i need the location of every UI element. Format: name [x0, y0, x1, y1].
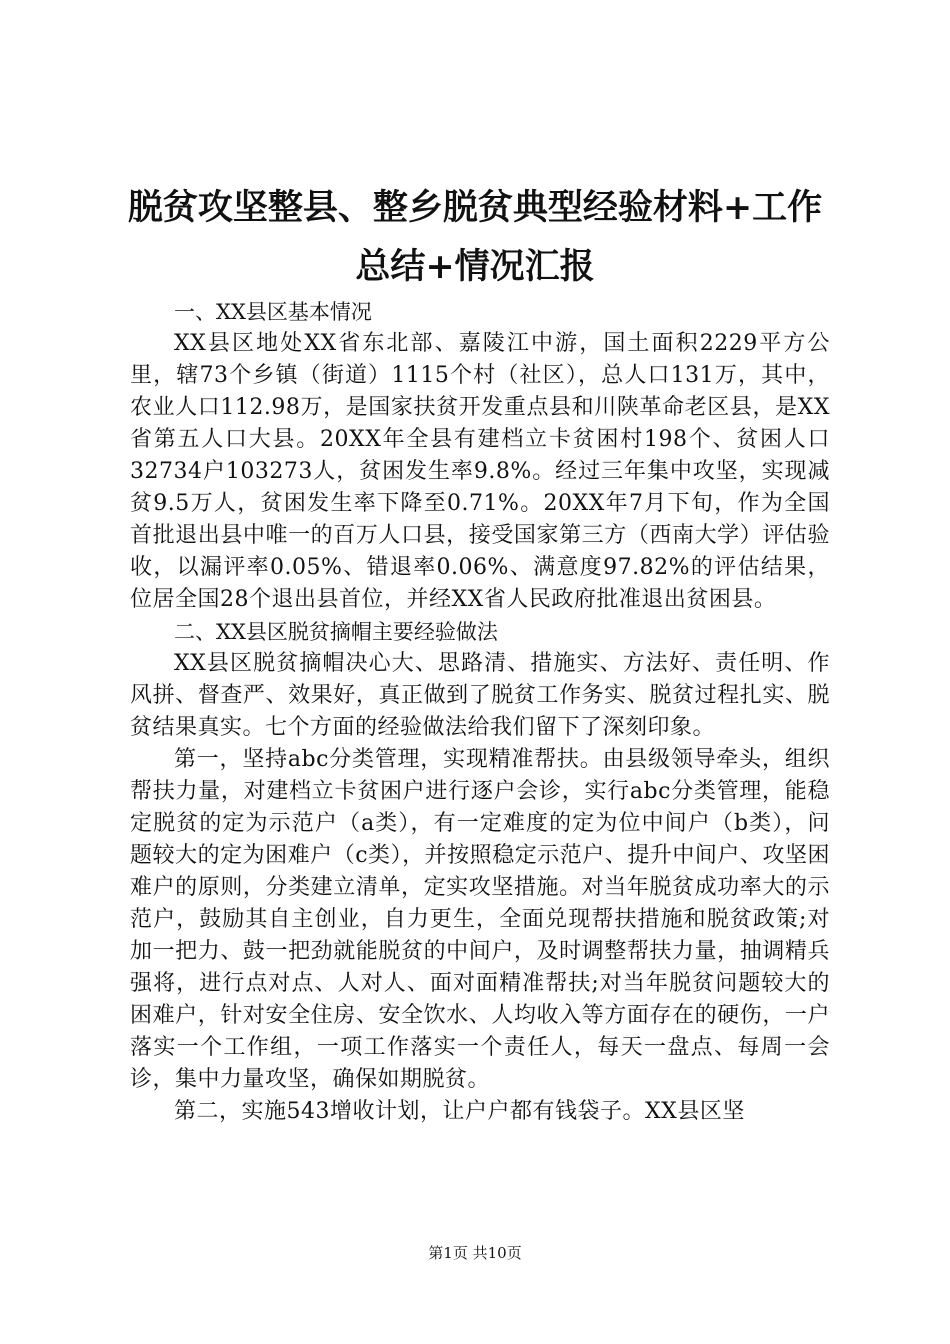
paragraph-experience-intro: XX县区脱贫摘帽决心大、思路清、措施实、方法好、责任明、作风拼、督查严、效果好，真正做到了脱贫工作务实、脱贫过程扎实、脱贫结果真实。七个方面的经验做法给我们留下了深刻印象。: [130, 651, 830, 740]
page-footer: 第1页 共10页: [428, 1244, 522, 1262]
section-heading-basic-info: 一、XX县区基本情况: [174, 300, 372, 324]
paragraph-basic-info: XX县区地处XX省东北部、嘉陵江中游，国土面积2229平方公里，辖73个乡镇（街道）1115个村（社区），总人口131万，其中，农业人口112.98万，是国家扶贫开发重点县和川陕革命老区县，是XX省第五人口大县。20XX年全县有建档立卡贫困村198个、贫困人口32734户103273人，贫困发生率9.8%。经过三年集中攻坚，实现减贫9.5万人，贫困发生率下降至0.71%。20XX年7月下旬，作为全国首批退出县中唯一的百万人口县，接受国家第三方（西南大学）评估验收，以漏评率0.05%、错退率0.06%、满意度97.82%的评估结果，位居全国28个退出县首位，并经XX省人民政府批准退出贫困县。: [130, 331, 830, 612]
paragraph-first-measure: 第一，坚持abc分类管理，实现精准帮扶。由县级领导牵头，组织帮扶力量，对建档立卡贫困户进行逐户会诊，实行abc分类管理，能稳定脱贫的定为示范户（a类），有一定难度的定为位中间户（b类），问题较大的定为困难户（c类），并按照稳定示范户、提升中间户、攻坚困难户的原则，分类建立清单，定实攻坚措施。对当年脱贫成功率大的示范户，鼓励其自主创业，自力更生，全面兑现帮扶措施和脱贫政策;对加一把力、鼓一把劲就能脱贫的中间户，及时调整帮扶力量，抽调精兵强将，进行点对点、人对人、面对面精准帮扶;对当年脱贫问题较大的困难户，针对安全住房、安全饮水、人均收入等方面存在的硬伤，一户落实一个工作组，一项工作落实一个责任人，每天一盘点、每周一会诊，集中力量攻坚，确保如期脱贫。: [130, 747, 830, 1092]
document-title-line-2: 总结+情况汇报: [355, 246, 595, 287]
document-title-line-1: 脱贫攻坚整县、整乡脱贫典型经验材料+工作: [127, 187, 823, 228]
document-body: [130, 296, 830, 1128]
paragraph-second-measure: 第二，实施543增收计划，让户户都有钱袋子。XX县区坚: [174, 1099, 745, 1124]
section-heading-experience: 二、XX县区脱贫摘帽主要经验做法: [174, 620, 498, 644]
